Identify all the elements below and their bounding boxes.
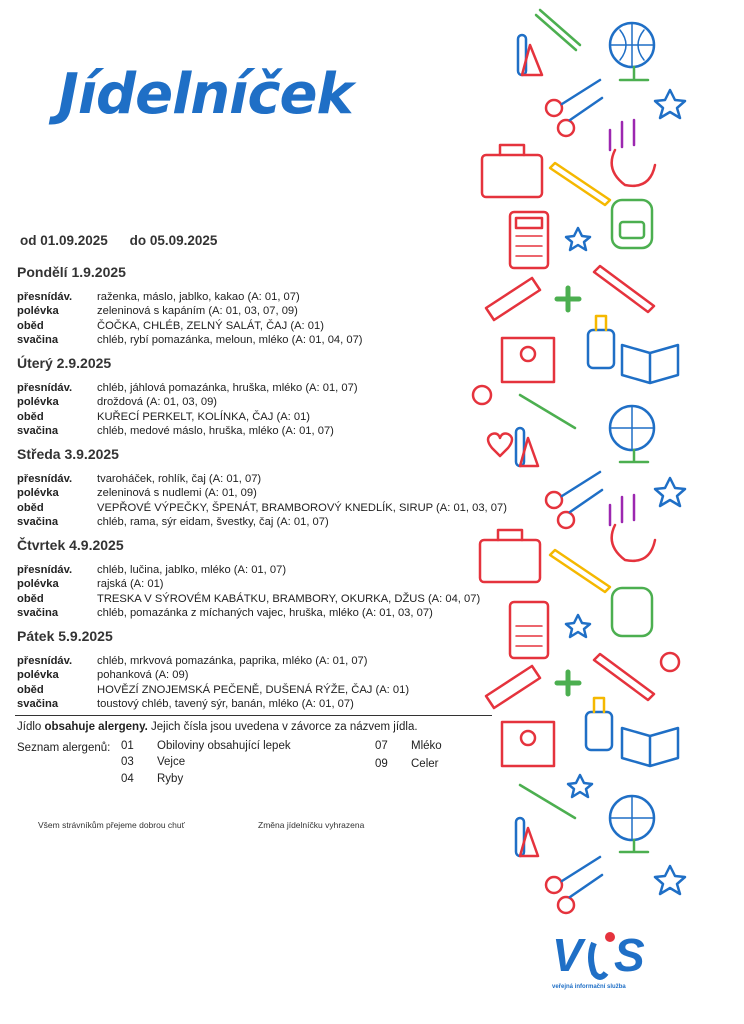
allergen-item — [121, 756, 185, 768]
meal-text: chléb, rama, sýr eidam, švestky, čaj (A: 01, 07) — [97, 516, 329, 529]
meal-label: přesnídáv. — [17, 291, 73, 303]
meal-row — [17, 563, 480, 577]
meal-text: toustový chléb, tavený sýr, banán, mléko (A: 01, 07) — [97, 698, 354, 711]
allergen-name: Obiloviny obsahující lepek — [157, 740, 291, 752]
meal-row — [17, 381, 358, 395]
svg-text:S: S — [614, 929, 645, 981]
book-icon — [622, 728, 678, 766]
pencil-icon — [536, 10, 580, 50]
meal-label: oběd — [17, 501, 44, 514]
heart-icon — [488, 434, 512, 457]
pencil-icon — [594, 266, 654, 312]
meal-text: chléb, lučina, jablko, mléko (A: 01, 07) — [97, 564, 287, 576]
meal-label: svačina — [17, 425, 59, 438]
flower-icon — [661, 653, 679, 671]
meal-label: oběd — [17, 319, 44, 332]
meal-row — [17, 654, 409, 668]
meal-label: polévka — [17, 669, 59, 682]
meal-label: přesnídáv. — [17, 382, 73, 394]
footer-greeting: Všem strávníkům přejeme dobrou chuť — [38, 820, 185, 830]
meal-text: rajská (A: 01) — [97, 578, 164, 591]
day-menu — [17, 654, 409, 712]
allergen-number: 01 — [121, 740, 134, 752]
allergen-number: 04 — [121, 773, 134, 785]
meal-text: KUŘECÍ PERKELT, KOLÍNKA, ČAJ (A: 01) — [97, 410, 311, 423]
allergen-note-suffix: Jejich čísla jsou uvedena v závorce za názvem jídla. — [147, 721, 418, 733]
date-to: do 05.09.2025 — [129, 233, 218, 248]
meal-text: chléb, medové máslo, hruška, mléko (A: 01, 07) — [97, 425, 334, 438]
day-menu — [17, 381, 358, 439]
star-icon — [655, 866, 685, 894]
test-tube-icon — [516, 428, 538, 466]
star-icon — [566, 228, 590, 250]
meal-text: VEPŘOVÉ VÝPEČKY, ŠPENÁT, BRAMBOROVÝ KNEDLÍK, SIRUP (A: 01, 03, 07) — [97, 501, 507, 514]
flower-icon — [473, 386, 491, 404]
meal-label: oběd — [17, 410, 44, 423]
meal-text: zeleninová s kapáním (A: 01, 03, 07, 09) — [97, 305, 298, 318]
meal-row — [17, 472, 507, 486]
star-icon — [568, 775, 592, 797]
meal-text: chléb, pomazánka z míchaných vajec, hruška, mléko (A: 01, 03, 07) — [97, 607, 433, 620]
meal-text: tvaroháček, rohlík, čaj (A: 01, 07) — [97, 473, 262, 485]
allergen-name: Vejce — [157, 756, 186, 768]
meal-row — [17, 333, 363, 347]
ruler-icon — [486, 666, 540, 708]
allergen-item — [375, 740, 442, 752]
school-bag-icon — [502, 338, 554, 382]
star-icon — [655, 90, 685, 118]
paint-hand-icon — [610, 495, 655, 561]
allergen-list-label: Seznam alergenů: — [17, 742, 111, 754]
meal-row — [17, 395, 358, 409]
meal-row — [17, 697, 409, 711]
calculator-icon — [510, 602, 548, 658]
meal-text: TRESKA V SÝROVÉM KABÁTKU, BRAMBORY, OKURKA, DŽUS (A: 04, 07) — [97, 592, 481, 605]
meal-text: HOVĚZÍ ZNOJEMSKÁ PEČENĚ, DUŠENÁ RÝŽE, ČAJ (A: 01) — [97, 683, 410, 696]
test-tube-icon — [516, 818, 538, 856]
day-heading: Pondělí 1.9.2025 — [17, 264, 126, 280]
meal-row — [17, 319, 363, 333]
meal-text: ČOČKA, CHLÉB, ZELNÝ SALÁT, ČAJ (A: 01) — [97, 319, 324, 332]
plus-icon — [557, 288, 579, 310]
book-icon — [622, 345, 678, 383]
backpack-icon — [612, 200, 652, 248]
meal-row — [17, 515, 507, 529]
allergen-name: Mléko — [411, 740, 442, 752]
scissors-icon — [546, 472, 602, 528]
allergen-number: 07 — [375, 740, 388, 752]
day-heading: Středa 3.9.2025 — [17, 446, 119, 462]
meal-label: polévka — [17, 578, 59, 591]
day-menu — [17, 563, 480, 621]
meal-text: raženka, máslo, jablko, kakao (A: 01, 07) — [97, 291, 300, 303]
meal-text: chléb, mrkvová pomazánka, paprika, mléko (A: 01, 07) — [97, 655, 368, 667]
crayon-icon — [550, 550, 610, 592]
plus-icon — [557, 672, 579, 694]
scissors-icon — [546, 80, 602, 136]
glue-bottle-icon — [588, 316, 614, 368]
meal-row — [17, 606, 480, 620]
meal-text: droždová (A: 01, 03, 09) — [97, 396, 218, 409]
briefcase-icon — [480, 530, 540, 582]
pencil-icon — [594, 654, 654, 700]
allergen-number: 09 — [375, 758, 388, 770]
meal-row — [17, 290, 363, 304]
globe-icon — [610, 796, 654, 852]
globe-icon — [610, 23, 654, 80]
meal-label: polévka — [17, 305, 59, 318]
meal-row — [17, 577, 480, 591]
meal-label: polévka — [17, 396, 59, 409]
allergen-item — [375, 758, 438, 770]
meal-label: přesnídáv. — [17, 564, 73, 576]
day-menu — [17, 472, 507, 530]
meal-label: polévka — [17, 487, 59, 500]
divider — [15, 715, 492, 716]
meal-label: svačina — [17, 698, 59, 711]
meal-text: chléb, jáhlová pomazánka, hruška, mléko (A: 01, 07) — [97, 382, 358, 394]
calculator-icon — [510, 212, 548, 268]
star-icon — [566, 615, 590, 637]
meal-label: přesnídáv. — [17, 473, 73, 485]
allergen-note-bold: obsahuje alergeny. — [44, 721, 148, 733]
meal-row — [17, 668, 409, 682]
briefcase-icon — [482, 145, 542, 197]
allergen-number: 03 — [121, 756, 134, 768]
allergen-item — [121, 740, 291, 752]
globe-icon — [610, 406, 654, 462]
allergen-note-prefix: Jídlo — [17, 721, 45, 733]
meal-row — [17, 424, 358, 438]
footer-notice: Změna jídelníčku vyhrazena — [258, 820, 365, 830]
meal-row — [17, 683, 409, 697]
allergen-item — [121, 773, 183, 785]
logo-wordmark: V — [552, 929, 583, 981]
allergen-name: Ryby — [157, 773, 184, 785]
meal-text: chléb, rybí pomazánka, meloun, mléko (A: 01, 04, 07) — [97, 334, 363, 347]
glue-bottle-icon — [586, 698, 612, 750]
meal-label: oběd — [17, 683, 44, 696]
allergen-name: Celer — [411, 758, 439, 770]
page-title: Jídelníček — [58, 62, 353, 127]
date-from: od 01.09.2025 — [20, 233, 108, 248]
meal-text: zeleninová s nudlemi (A: 01, 09) — [97, 487, 257, 500]
day-heading: Úterý 2.9.2025 — [17, 355, 112, 371]
test-tube-icon — [518, 35, 542, 75]
meal-text: pohanková (A: 09) — [97, 669, 189, 682]
paint-hand-icon — [610, 120, 655, 186]
star-icon — [655, 478, 685, 506]
meal-label: svačina — [17, 334, 59, 347]
allergen-note — [17, 721, 418, 733]
meal-row — [17, 410, 358, 424]
meal-row — [17, 501, 507, 515]
logo-subtitle: veřejná informační služba — [552, 984, 626, 990]
meal-row — [17, 592, 480, 606]
date-range — [20, 233, 235, 248]
paint-brush-icon — [520, 785, 575, 818]
crayon-icon — [550, 163, 610, 205]
meal-label: svačina — [17, 516, 59, 529]
meal-label: přesnídáv. — [17, 655, 73, 667]
backpack-icon — [612, 588, 652, 636]
day-heading: Čtvrtek 4.9.2025 — [17, 537, 124, 553]
meal-label: svačina — [17, 607, 59, 620]
meal-row — [17, 304, 363, 318]
school-doodles-decoration — [470, 0, 744, 1024]
meal-row — [17, 486, 507, 500]
ruler-icon — [486, 278, 540, 320]
day-menu — [17, 290, 363, 348]
school-bag-icon — [502, 722, 554, 766]
meal-label: oběd — [17, 592, 44, 605]
paint-brush-icon — [520, 395, 575, 428]
day-heading: Pátek 5.9.2025 — [17, 628, 113, 644]
scissors-icon — [546, 857, 602, 913]
